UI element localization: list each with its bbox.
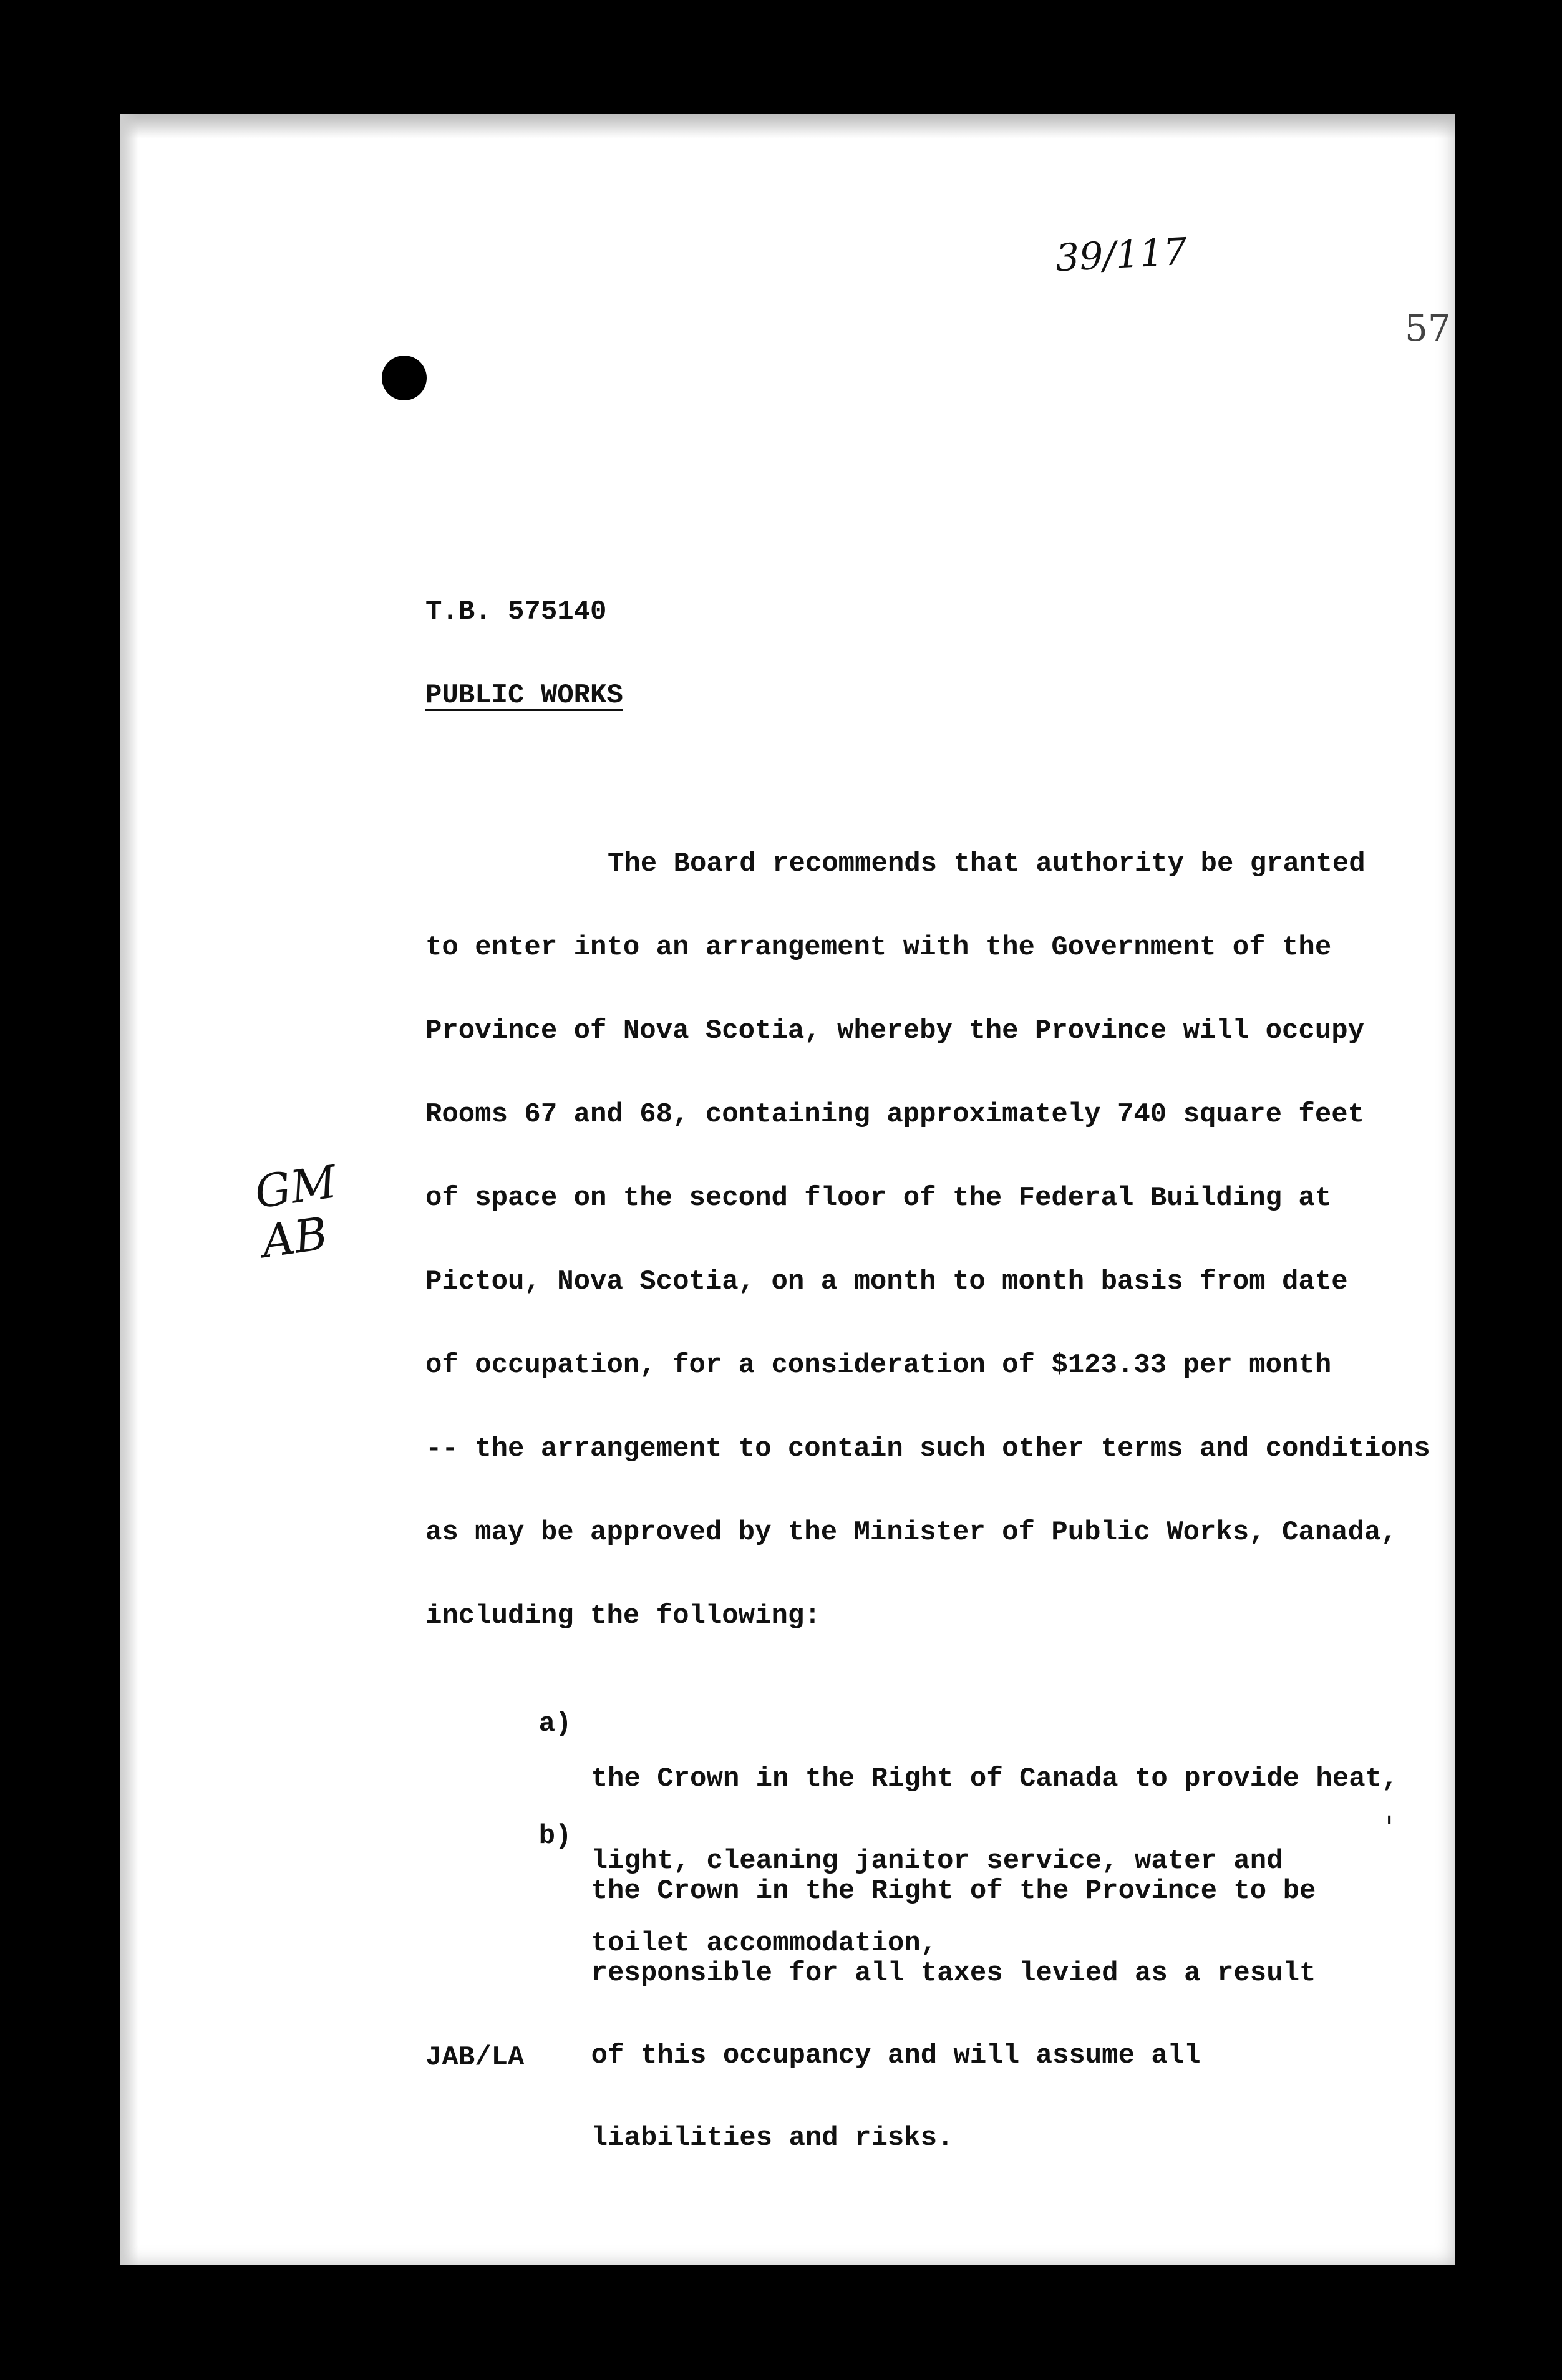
- list-item: [473, 1795, 1316, 2234]
- paragraph-line: Province of Nova Scotia, whereby the Province will occupy: [425, 1015, 1365, 1047]
- list-item-line: the Crown in the Right of the Province to be: [591, 1875, 1316, 1907]
- handwritten-tick-mark: ': [1385, 1810, 1394, 1847]
- list-item-line: toilet accommodation,: [591, 1928, 938, 1959]
- paragraph-line: Rooms 67 and 68, containing approximately 740 square feet: [425, 1099, 1365, 1130]
- paragraph-line: -- the arrangement to contain such other terms and conditions: [425, 1433, 1430, 1464]
- paragraph-line: of occupation, for a consideration of $123.33 per month: [425, 1350, 1332, 1381]
- handwritten-initials: [252, 1156, 352, 1267]
- paragraph-line: The Board recommends that authority be granted: [608, 848, 1366, 879]
- list-item-line: light, cleaning janitor service, water and: [591, 1845, 1283, 1877]
- paragraph-line: Pictou, Nova Scotia, on a month to month basis from date: [425, 1266, 1348, 1297]
- paragraph-line: to enter into an arrangement with the Government of the: [425, 932, 1332, 963]
- paragraph-line: as may be approved by the Minister of Public Works, Canada,: [425, 1517, 1397, 1548]
- punch-hole: [382, 356, 427, 400]
- handwritten-initials-top: GM: [251, 1155, 340, 1219]
- list-item-line: responsible for all taxes levied as a result: [591, 1958, 1316, 1989]
- list-item-letter: b): [538, 1821, 572, 1852]
- list-item-line: liabilities and risks.: [591, 2122, 954, 2154]
- handwritten-initials-bottom: AB: [258, 1207, 331, 1268]
- paragraph-line: including the following:: [425, 1600, 821, 1632]
- tb-number: T.B. 575140: [425, 596, 607, 627]
- list-item-line: of this occupancy and will assume all: [591, 2040, 1201, 2071]
- list-item-line: the Crown in the Right of Canada to provide heat,: [591, 1763, 1399, 1794]
- list-item-letter: a): [538, 1708, 572, 1739]
- paragraph-line: of space on the second floor of the Federal Building at: [425, 1183, 1332, 1214]
- reference-initials: JAB/LA: [425, 2042, 525, 2073]
- page-number: 57: [1405, 307, 1451, 349]
- handwritten-file-reference: 39/117: [1054, 230, 1188, 281]
- document-page: [120, 114, 1455, 2265]
- section-heading: PUBLIC WORKS: [425, 680, 623, 711]
